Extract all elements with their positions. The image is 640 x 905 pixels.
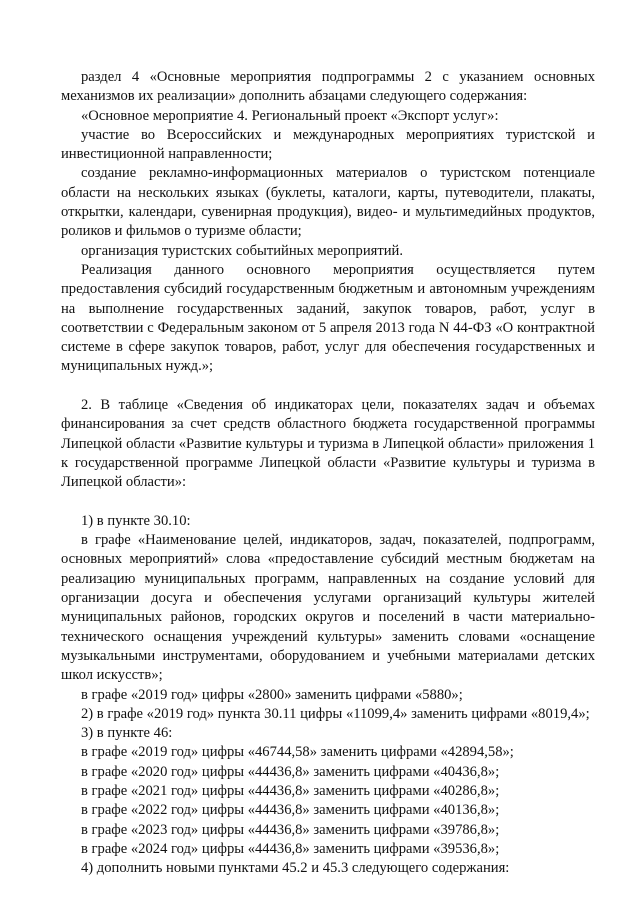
paragraph-implementation: Реализация данного основного мероприятия осуществляется путем предоставления субсидий государственным бюджетным и автономным учреждениям на выполнение государственных заданий, закупок товаров, работ, услуг в соответствии с Федеральным законом от 5 апреля 2013 года N 44-ФЗ «О контрактной системе в сфере закупок товаров, работ, услуг для обеспечения государственных и муниципальных нужд.»; [61, 261, 595, 375]
paragraph-item-4: 4) дополнить новыми пунктами 45.2 и 45.3 следующего содержания: [81, 860, 510, 877]
paragraph-gap [61, 377, 595, 396]
paragraph-2020-figure: в графе «2020 год» цифры «44436,8» заменить цифрами «40436,8»; [81, 763, 500, 780]
paragraph-tourist-events: организация туристских событийных мероприятий. [81, 242, 403, 259]
document-page [61, 68, 595, 878]
paragraph-2021-figure: в графе «2021 год» цифры «44436,8» заменить цифрами «40286,8»; [81, 782, 500, 799]
paragraph-table-amendment: 2. В таблице «Сведения об индикаторах цели, показателях задач и объемах финансирования за счет средств областного бюджета государственной программы Липецкой области «Развитие культуры и туризма в Липецкой области» приложения 1 к государственной программе Липецкой области «Развитие культуры и туризма в Липецкой области»: [61, 397, 595, 491]
paragraph-advertising-materials: создание рекламно-информационных материалов о туристском потенциале области на нескольких языках (буклеты, каталоги, карты, путеводители, плакаты, открытки, календари, сувенирная продукция), видео- и мультимедийных продуктов, роликов и фильмов о туризме области; [61, 165, 595, 240]
paragraph-item-3: 3) в пункте 46: [81, 725, 173, 742]
paragraph-2022-figure: в графе «2022 год» цифры «44436,8» заменить цифрами «40136,8»; [81, 802, 500, 819]
paragraph-column-name-change: в графе «Наименование целей, индикаторов, задач, показателей, подпрограмм, основных мероприятий» слова «предоставление субсидий местным бюджетам на реализацию муниципальных программ, направленных на создание условий для организации досуга и обеспечения услугами организаций культуры жителей муниципальных районов, городских округов и поселений в части материально-технического оснащения учреждений культуры» заменить словами «оснащение музыкальными инструментами, оборудованием и учебными материалами детских школ искусств»; [61, 532, 595, 684]
paragraph-item-2: 2) в графе «2019 год» пункта 30.11 цифры «11099,4» заменить цифрами «8019,4»; [81, 705, 590, 722]
paragraph-section-4-intro: раздел 4 «Основные мероприятия подпрограммы 2 с указанием основных механизмов их реализации» дополнить абзацами следующего содержания: [61, 69, 595, 105]
paragraph-2024-figure: в графе «2024 год» цифры «44436,8» заменить цифрами «39536,8»; [81, 840, 500, 857]
paragraph-item-1: 1) в пункте 30.10: [81, 512, 191, 529]
paragraph-2023-figure: в графе «2023 год» цифры «44436,8» заменить цифрами «39786,8»; [81, 821, 500, 838]
paragraph-gap [61, 493, 595, 512]
paragraph-2019-figure: в графе «2019 год» цифры «46744,58» заменить цифрами «42894,58»; [81, 744, 514, 761]
paragraph-participation: участие во Всероссийских и международных мероприятиях туристской и инвестиционной направленности; [61, 126, 595, 163]
paragraph-main-activity-4: «Основное мероприятие 4. Региональный проект «Экспорт услуг»: [81, 107, 499, 124]
paragraph-2019-change: в графе «2019 год» цифры «2800» заменить цифрами «5880»; [81, 686, 463, 703]
